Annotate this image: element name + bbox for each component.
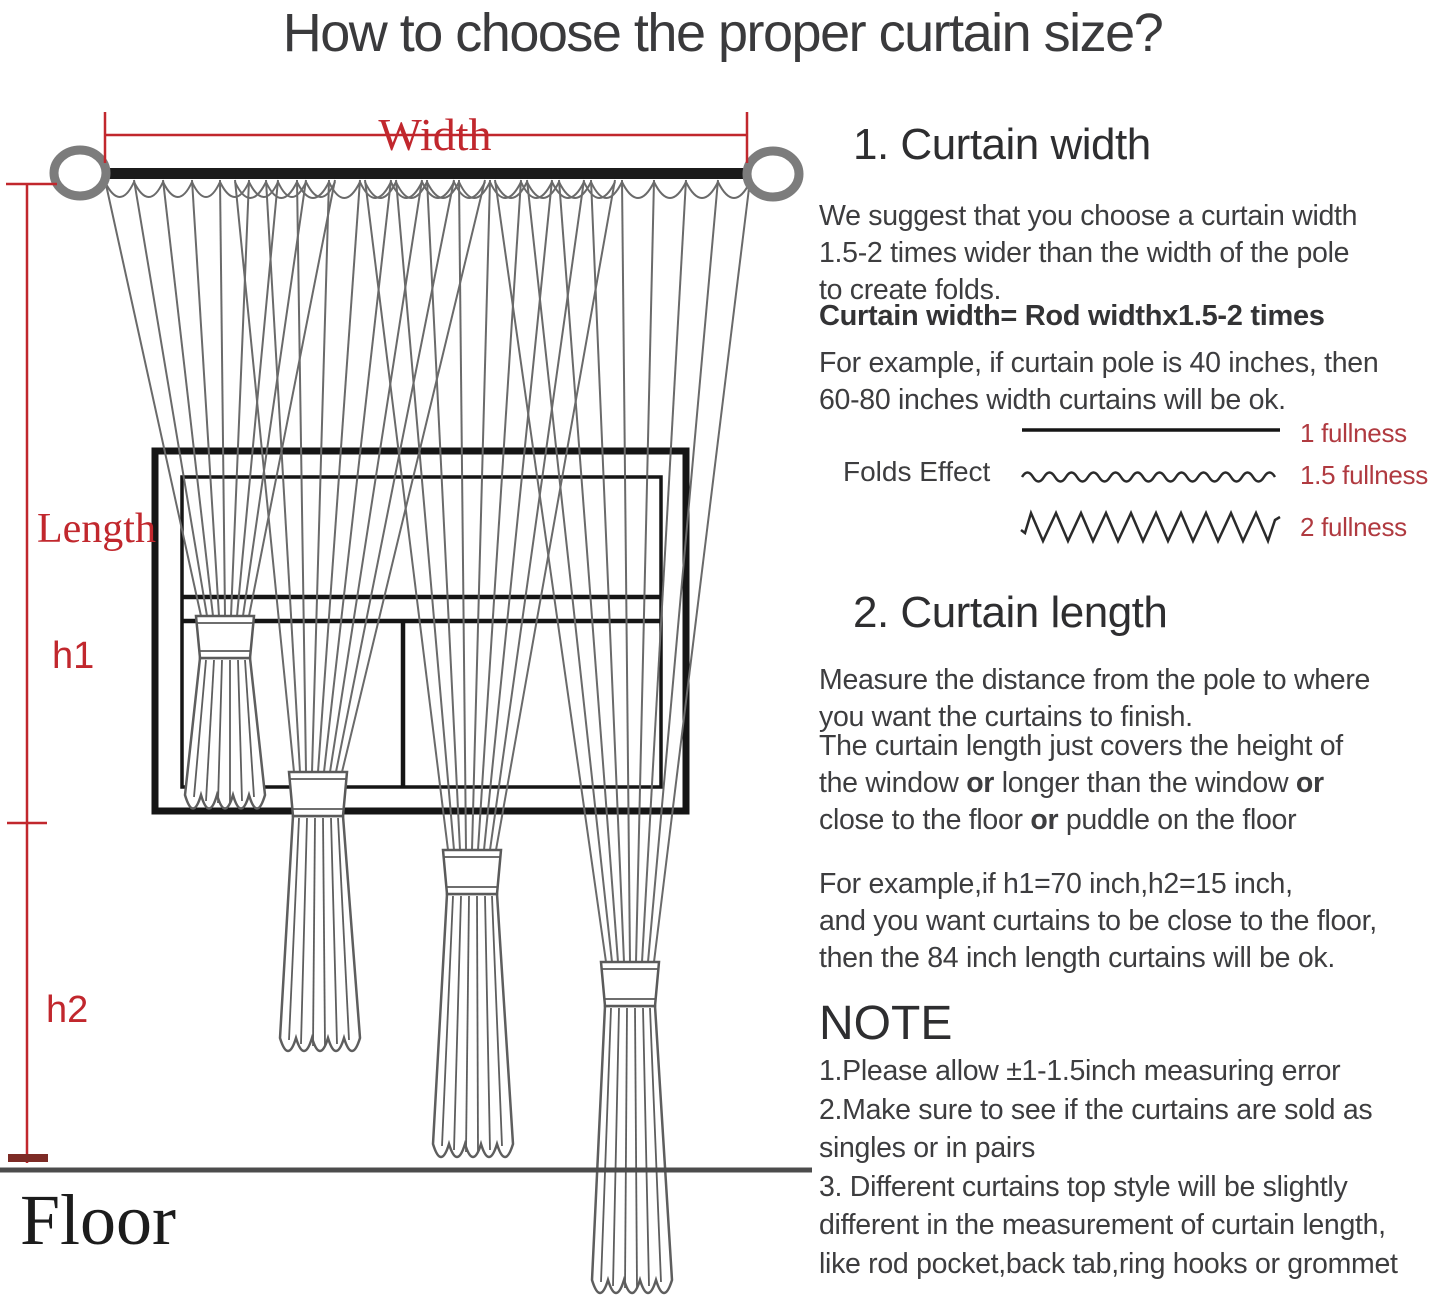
section-length-para3 xyxy=(819,866,1377,977)
text-segment-bold: or xyxy=(966,767,995,799)
curtain-width-formula: Curtain width= Rod widthx1.5-2 times xyxy=(819,300,1325,332)
note-heading: NOTE xyxy=(819,997,953,1050)
text-line xyxy=(819,802,1343,839)
curtain-ring-right xyxy=(747,151,799,197)
curtain-fold-lines xyxy=(105,180,750,962)
fullness-wave-1-5 xyxy=(1022,473,1275,482)
text-line xyxy=(819,765,1343,802)
section-width-heading: 1. Curtain width xyxy=(853,120,1151,169)
text-line: then the 84 inch length curtains will be ok. xyxy=(819,942,1335,974)
section-length-para1 xyxy=(819,662,1370,736)
text-segment: The curtain length just covers the height of xyxy=(819,730,1343,762)
note-line: 1.Please allow ±1-1.5inch measuring error xyxy=(819,1055,1341,1087)
section-width-para1 xyxy=(819,198,1357,309)
text-segment: puddle on the floor xyxy=(1058,804,1297,836)
curtain-skirt-4 xyxy=(592,1006,672,1293)
curtain-skirt-1 xyxy=(185,658,265,809)
text-segment: longer than the window xyxy=(994,767,1296,799)
note-list xyxy=(819,1052,1398,1284)
floor-label: Floor xyxy=(20,1180,177,1260)
fullness-lines-graphic xyxy=(1015,406,1290,546)
curtain-ring-left xyxy=(54,150,106,196)
curtain-skirt-3 xyxy=(433,894,513,1157)
page-title: How to choose the proper curtain size? xyxy=(282,3,1163,63)
folds-effect-label: Folds Effect xyxy=(843,456,991,487)
h2-label: h2 xyxy=(46,989,89,1031)
floor-tick-mark xyxy=(8,1154,48,1162)
text-segment-bold: or xyxy=(1295,767,1324,799)
text-line: For example, if curtain pole is 40 inches, then xyxy=(819,347,1379,379)
curtain-rod xyxy=(100,168,752,179)
text-line: Measure the distance from the pole to where xyxy=(819,664,1371,696)
section-length-heading: 2. Curtain length xyxy=(853,588,1168,637)
tieback-2 xyxy=(289,772,347,816)
curtain-skirts xyxy=(185,658,672,1293)
fullness-label-2: 2 fullness xyxy=(1300,512,1407,542)
text-line: 60-80 inches width curtains will be ok. xyxy=(819,384,1286,416)
text-line xyxy=(819,728,1343,765)
tieback-4 xyxy=(601,962,659,1006)
text-line: to create folds. xyxy=(819,274,1002,306)
note-line: 3. Different curtains top style will be slightly xyxy=(819,1170,1348,1203)
text-segment-bold: or xyxy=(1030,804,1059,836)
text-line: For example,if h1=70 inch,h2=15 inch, xyxy=(819,868,1293,900)
tieback-3 xyxy=(443,850,501,894)
text-line: We suggest that you choose a curtain width xyxy=(819,200,1358,232)
text-line: 1.5-2 times wider than the width of the pole xyxy=(819,237,1350,269)
curtain-panel-4 xyxy=(495,180,750,962)
note-line: like rod pocket,back tab,ring hooks or grommet xyxy=(819,1247,1398,1280)
width-label: Width xyxy=(378,109,492,160)
text-line: you want the curtains to finish. xyxy=(819,701,1193,733)
note-line: singles or in pairs xyxy=(819,1132,1036,1165)
h1-label: h1 xyxy=(52,635,95,677)
curtain-skirt-2 xyxy=(280,816,360,1051)
fullness-label-1-5: 1.5 fullness xyxy=(1300,460,1428,490)
section-length-para2 xyxy=(819,728,1343,839)
note-line: different in the measurement of curtain length, xyxy=(819,1209,1386,1242)
note-line: 2.Make sure to see if the curtains are sold as xyxy=(819,1093,1373,1126)
length-label: Length xyxy=(37,506,156,552)
text-segment: the window xyxy=(819,767,967,799)
fullness-label-1: 1 fullness xyxy=(1300,418,1407,448)
fullness-zigzag-2 xyxy=(1021,513,1280,541)
text-segment: close to the floor xyxy=(819,804,1031,836)
tieback-1 xyxy=(196,616,254,658)
text-line: and you want curtains to be close to the floor, xyxy=(819,905,1377,937)
